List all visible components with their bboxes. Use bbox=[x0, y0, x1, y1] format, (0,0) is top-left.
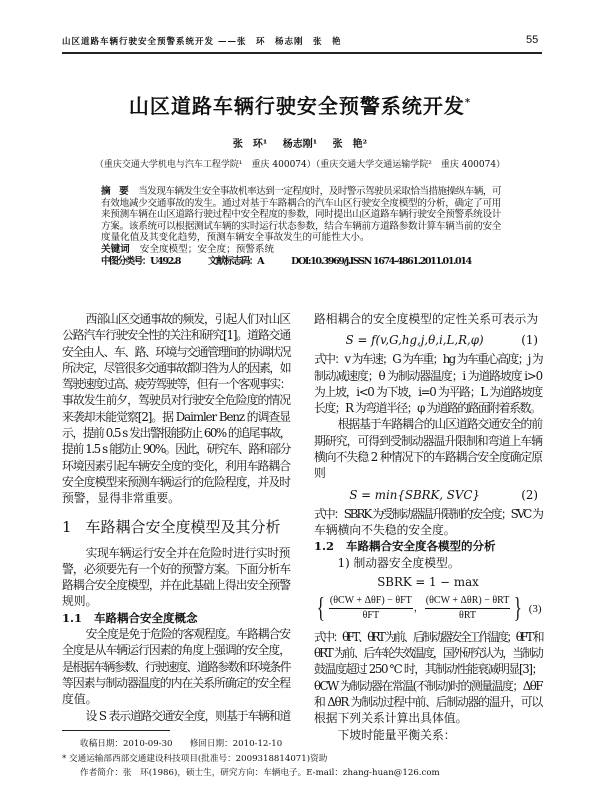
author-list bbox=[0, 135, 600, 150]
denominator: θFT bbox=[362, 610, 380, 622]
left-brace-symbol: { bbox=[317, 592, 326, 624]
equation bbox=[314, 486, 542, 504]
affiliation: （重庆交通大学机电与汽车工程学院¹ 重庆 400074）（重庆交通大学交通运输学院² 重庆 400074） bbox=[94, 160, 506, 170]
numerator: (θCW + ΔθF) − θFT bbox=[329, 594, 413, 609]
text-line: 为上坡，i<0 为下坡，i=0 为平路；L 为道路坡度 bbox=[314, 384, 542, 399]
abstract-line: 方案。该系统可以根据测试车辆的实时运行状态参数，结合车辆前方道路参数计算车辆当前的安全 bbox=[101, 220, 501, 232]
abstract bbox=[101, 186, 501, 267]
equation-max-set bbox=[314, 591, 542, 627]
abstract-text: 当发现车辆发生安全事故机率达到一定程度时，及时警示驾驶员采取恰当措施操纵车辆，可 bbox=[138, 186, 501, 197]
paragraph bbox=[62, 311, 290, 507]
text-line: 来袭却未能觉察[2]。据 Daimler Benz 的调查显 bbox=[62, 409, 290, 424]
left-column bbox=[62, 311, 290, 724]
text-line: 车辆横向不失稳的安全度。 bbox=[314, 522, 456, 537]
abstract-label: 摘 要 bbox=[101, 186, 129, 197]
text-line: 警，必须要先有一个好的预警方案。下面分析车 bbox=[62, 561, 290, 576]
text-line: 安全度是免于危险的客观程度。车路耦合安 bbox=[85, 627, 290, 642]
text-line: 期研究，可得到受制动器温升限制和弯道上车辆 bbox=[314, 433, 542, 448]
equation-3 bbox=[314, 573, 542, 627]
text-line: θCW 为制动器在常温(不制动)时的测量温度；ΔθF bbox=[314, 678, 542, 693]
text-line: 路耦合安全度模型，并在此基础上得出安全预警 bbox=[62, 578, 290, 593]
heading-number: 1.2 bbox=[314, 539, 335, 554]
heading-number: 1.1 bbox=[62, 610, 83, 625]
author: 杨志刚¹ bbox=[282, 139, 318, 150]
footnote-dates: 收稿日期：2010-09-30 修回日期：2010-12-10 bbox=[80, 739, 283, 749]
heading-text: 车路耦合安全度各模型的分析 bbox=[346, 539, 496, 554]
equation bbox=[314, 331, 542, 349]
paper-title bbox=[0, 90, 600, 119]
text-line: 和 ΔθR 为制动过程中前、后制动器的温升，可以 bbox=[314, 695, 542, 710]
text-line: 1) 制动器安全度模型。 bbox=[337, 555, 460, 570]
text-line: 式中：v 为车速；G 为车重；hg 为车重心高度；j 为 bbox=[314, 352, 542, 367]
text-line: 根据下列关系计算出具体值。 bbox=[314, 711, 468, 726]
text-line: 示，提前 0.5 s 发出警报能防止 60% 的追尾事故， bbox=[62, 426, 290, 441]
text-line: 安全度模型来预测车辆运行的危险程度，并及时 bbox=[62, 474, 290, 489]
text-line: 制动减速度；θ 为制动器温度；i 为道路坡度 i>0 bbox=[314, 368, 542, 383]
text-line: 根据基于车路耦合的山区道路交通安全的前 bbox=[337, 417, 542, 432]
text-line: 规则。 bbox=[62, 594, 98, 609]
paragraph bbox=[62, 626, 290, 707]
separator: ， bbox=[413, 602, 424, 614]
fraction-rear bbox=[425, 594, 511, 623]
text-line: 预警，显得非常重要。 bbox=[62, 491, 180, 506]
paragraph bbox=[314, 555, 542, 571]
paragraph bbox=[314, 629, 542, 727]
equation-number: (3) bbox=[528, 602, 542, 615]
page-number: 55 bbox=[526, 34, 539, 46]
text-line: 驾驶速度过高、疲劳驾驶等，但有一个客观事实： bbox=[62, 377, 290, 392]
text-line: 环境因素引起车辆安全度的变化，利用车路耦合 bbox=[62, 458, 290, 473]
equation-lhs: SBRK = 1 − max bbox=[377, 574, 479, 589]
equation-body: S = min{SBRK, SVC} bbox=[349, 487, 480, 502]
text-line: 长度；R 为弯道半径；φ 为道路的路面附着系数。 bbox=[314, 401, 541, 416]
abstract-line: 有效地减少交通事故的发生。通过对基于车路耦合的汽车山区行驶安全度模型的分析，确定了可用 bbox=[101, 197, 501, 209]
text-line: θRT 为前、后车轮失效温度，国外研究认为，当制动 bbox=[314, 646, 542, 661]
subsection-heading bbox=[62, 610, 290, 626]
doi: DOI:10.3969/j.ISSN 1674-4861.2011.01.014 bbox=[291, 255, 471, 267]
paragraph bbox=[314, 506, 542, 539]
right-column bbox=[314, 311, 542, 743]
footnote-author-bio: 作者简介：张 环(1986)，硕士生，研究方向：车辆电子。E-mail：zhang-huan@126.com bbox=[80, 768, 440, 778]
keywords-text: 安全度模型；安全度；预警系统 bbox=[139, 243, 275, 255]
text-line: 横向不失稳 2 种情况下的车路耦合安全度确定原 bbox=[314, 450, 542, 465]
running-header: 山区道路车辆行驶安全预警系统开发 ——张 环 杨志刚 张 艳 bbox=[62, 37, 342, 47]
text-line: 则 bbox=[314, 466, 326, 481]
text-line: 路相耦合的安全度模型的定性关系可表示为 bbox=[314, 312, 539, 326]
subsection-heading bbox=[314, 538, 542, 554]
equation-number: (1) bbox=[521, 333, 538, 348]
heading-text: 车路耦合安全度模型及其分析 bbox=[85, 517, 281, 536]
text-line: 公路汽车行驶安全性的关注和研究[1]。道路交通 bbox=[62, 328, 290, 343]
text-line: 设 S 表示道路交通安全度，则基于车辆和道 bbox=[85, 708, 290, 723]
denominator: θRT bbox=[459, 610, 477, 622]
footnote-funding: * 交通运输部西部交通建设科技项目(批准号：2009318814071)资助 bbox=[62, 753, 328, 764]
abstract-line bbox=[101, 186, 501, 198]
author: 张 环¹ bbox=[232, 139, 268, 150]
section-heading bbox=[62, 517, 290, 537]
text-line: 下坡时能量平衡关系： bbox=[337, 727, 456, 742]
text-line: 式中：θFT、θRT 为前、后制动器安全工作温度；θFT 和 bbox=[314, 629, 542, 644]
text-line: 西部山区交通事故的频发，引起人们对山区 bbox=[85, 312, 290, 326]
equation-number: (2) bbox=[521, 487, 538, 502]
fraction-front bbox=[329, 594, 413, 623]
text-line: 实现车辆运行安全并在危险时进行实时预 bbox=[85, 545, 290, 560]
title-text: 山区道路车辆行驶安全预警系统开发 bbox=[128, 94, 465, 118]
footnote-rule bbox=[62, 730, 170, 731]
numerator: (θCW + ΔθR) − θRT bbox=[425, 594, 511, 609]
text-line: 全度是从车辆运行因素的角度上强调的安全度， bbox=[62, 643, 290, 658]
text-line: 安全由人、车、路、环境与交通管理间的协调状况 bbox=[62, 344, 290, 359]
document-code: 文献标志码：A bbox=[208, 255, 264, 267]
abstract-line: 度量化值及其变化趋势，预测车辆安全事故发生的可能性大小。 bbox=[101, 232, 370, 244]
text-line: 提前 1.5 s 能防止 90%。因此，研究车、路和部分 bbox=[62, 442, 290, 457]
paragraph bbox=[314, 351, 542, 416]
text-line: 度值。 bbox=[62, 692, 98, 707]
text-line: 式中：SBRK 为受制动器温升限制的安全度；SVC 为 bbox=[314, 506, 542, 521]
text-line: 所决定，尽管很多交通事故都归咎为人的因素，如 bbox=[62, 360, 290, 375]
clc-number: 中图分类号：U492.8 bbox=[101, 255, 181, 267]
abstract-line: 来预测车辆在山区道路行驶过程中安全程度的参数，同时提出山区道路车辆行驶安全预警系统设计 bbox=[101, 209, 501, 221]
equation-body: S = f(v,G,hg,j,θ,i,L,R,φ) bbox=[345, 333, 484, 348]
title-footnote-mark: * bbox=[464, 97, 472, 109]
paragraph bbox=[314, 311, 542, 327]
paragraph bbox=[62, 708, 290, 724]
classification-line bbox=[101, 256, 501, 268]
header-rule bbox=[62, 52, 542, 54]
right-brace-symbol: } bbox=[513, 592, 523, 624]
text-line: 等因素与制动器温度的内在关系所确定的安全程 bbox=[62, 675, 290, 690]
heading-number: 1 bbox=[62, 517, 72, 536]
author: 张 艳² bbox=[332, 139, 368, 150]
keywords-label: 关键词 bbox=[101, 243, 130, 255]
paragraph bbox=[314, 416, 542, 481]
text-line: 鼓温度超过 250 ℃ 时，其制动性能衰减明显[3]； bbox=[314, 662, 542, 677]
text-line: 事故发生前夕，驾驶员对行驶安全危险度的情况 bbox=[62, 393, 290, 408]
keywords bbox=[101, 244, 501, 256]
paragraph bbox=[62, 545, 290, 610]
footnotes bbox=[62, 737, 538, 781]
heading-text: 车路耦合安全度概念 bbox=[94, 610, 198, 625]
text-line: 是根据车辆参数、行驶速度、道路参数和环境条件 bbox=[62, 659, 290, 674]
